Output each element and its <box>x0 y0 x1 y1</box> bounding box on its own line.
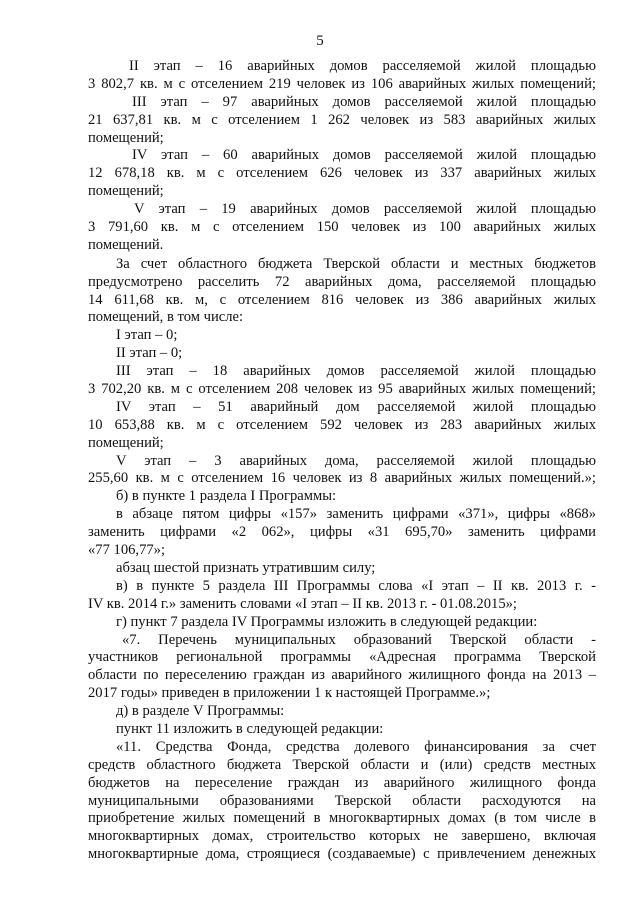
text-line: V этап – 19 аварийных домов расселяемой жилой площадью <box>134 201 596 218</box>
text-line: I этап – 0; <box>116 327 178 344</box>
text-line: муниципальными образованиями Тверской области расходуются на <box>88 792 596 809</box>
text-line: 10 653,88 кв. м с отселением 592 человек из 283 аварийных жилых <box>88 416 596 433</box>
text-line: III этап – 18 аварийных домов расселяемой жилой площадью <box>116 363 596 380</box>
text-line: «11. Средства Фонда, средства долевого финансирования за счет <box>116 738 596 755</box>
text-line: 3 802,7 кв. м с отселением 219 человек из 106 аварийных жилых помещений; <box>88 75 596 92</box>
text-line: области по переселению граждан из аварийного жилищного фонда на 2013 – <box>88 667 596 684</box>
text-line: «77 106,77»; <box>88 542 166 559</box>
text-line: бюджетов на переселение граждан из аварийного жилищного фонда <box>88 774 596 791</box>
text-line: 3 702,20 кв. м с отселением 208 человек из 95 аварийных жилых помещений; <box>88 381 596 398</box>
text-line: заменить цифрами «2 062», цифры «31 695,70» заменить цифрами <box>88 524 596 541</box>
text-line: в) в пункте 5 раздела III Программы слова «I этап – II кв. 2013 г. - <box>116 577 596 594</box>
text-line: 14 611,68 кв. м, с отселением 816 человек из 386 аварийных жилых <box>88 291 596 308</box>
text-line: помещений; <box>88 434 164 451</box>
text-line: д) в разделе V Программы: <box>116 703 285 720</box>
text-line: IV этап – 51 аварийный дом расселяемой жилой площадью <box>116 398 596 415</box>
text-line: г) пункт 7 раздела IV Программы изложить в следующей редакции: <box>116 613 538 630</box>
text-line: За счет областного бюджета Тверской области и местных бюджетов <box>116 255 596 272</box>
text-line: «7. Перечень муниципальных образований Тверской области - <box>122 631 596 648</box>
text-line: пункт 11 изложить в следующей редакции: <box>116 720 384 737</box>
text-line: предусмотрено расселить 72 аварийных дома, расселяемой площадью <box>88 273 596 290</box>
text-line: помещений, в том числе: <box>88 309 244 326</box>
text-line: 21 637,81 кв. м с отселением 1 262 человек из 583 аварийных жилых <box>88 111 596 128</box>
text-line: II этап – 16 аварийных домов расселяемой жилой площадью <box>129 58 596 74</box>
text-line: многоквартирных домах, строительство которых не завершено, включая <box>88 828 596 845</box>
text-line: V этап – 3 аварийных дома, расселяемой жилой площадью <box>116 452 596 469</box>
text-line: абзац шестой признать утратившим силу; <box>116 559 376 576</box>
text-line: 3 791,60 кв. м с отселением 150 человек из 100 аварийных жилых <box>88 219 596 236</box>
text-line: II этап – 0; <box>116 345 183 362</box>
text-line: приобретение жилых помещений в многоквартирных домах (в том числе в <box>88 810 596 827</box>
text-line: многоквартирные дома, строящиеся (создаваемые) с привлечением денежных <box>88 846 596 863</box>
text-line: III этап – 97 аварийных домов расселяемой жилой площадью <box>132 93 596 110</box>
text-line: помещений; <box>88 129 164 146</box>
page-number: 5 <box>316 33 324 49</box>
text-line: 255,60 кв. м с отселением 16 человек из 8 аварийных жилых помещений.»; <box>88 470 596 487</box>
text-line: IV кв. 2014 г.» заменить словами «I этап – II кв. 2013 г. - 01.08.2015»; <box>88 595 517 612</box>
text-line: участников региональной программы «Адресная программа Тверской <box>88 649 596 666</box>
text-line: 2017 годы» приведен в приложении 1 к настоящей Программе.»; <box>88 685 491 702</box>
text-line: в абзаце пятом цифры «157» заменить цифрами «371», цифры «868» <box>116 506 596 523</box>
document-body <box>88 58 596 864</box>
text-line: помещений; <box>88 183 164 200</box>
text-line: средств областного бюджета Тверской области и (или) средств местных <box>88 756 596 773</box>
text-line: 12 678,18 кв. м с отселением 626 человек из 337 аварийных жилых <box>88 165 596 182</box>
text-line: б) в пункте 1 раздела I Программы: <box>116 488 337 505</box>
text-line: IV этап – 60 аварийных домов расселяемой жилой площадью <box>132 147 596 164</box>
text-line: помещений. <box>88 236 164 253</box>
